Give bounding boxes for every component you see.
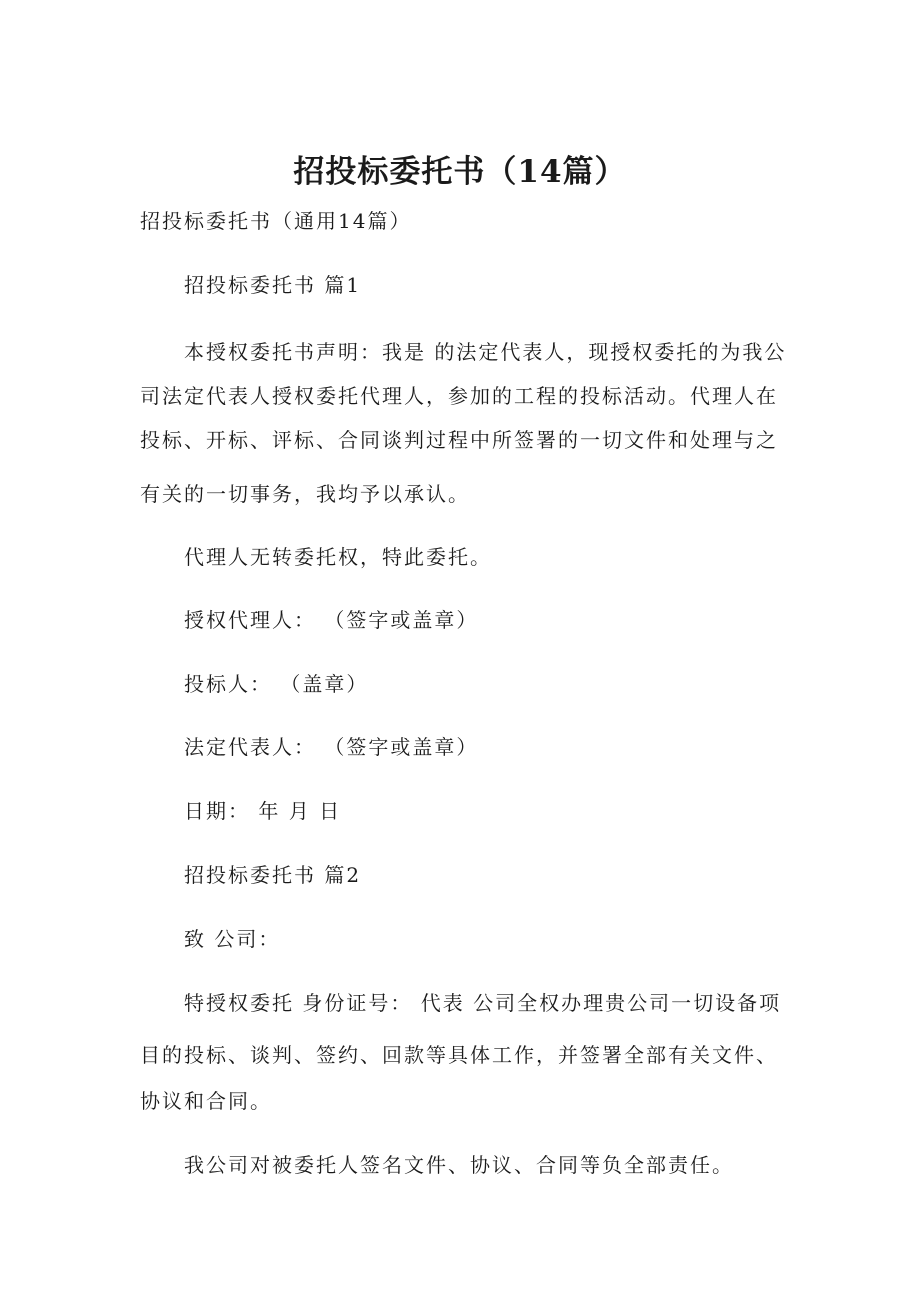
section-2-heading: 招投标委托书 篇2: [184, 863, 362, 887]
section-2-paragraph-2: 我公司对被委托人签名文件、协议、合同等负全部责任。: [184, 1153, 734, 1177]
section-1-paragraph-2: 代理人无转委托权，特此委托。: [184, 545, 492, 569]
document-title: 招投标委托书（14篇）: [293, 154, 627, 190]
salutation-line: 致 公司：: [184, 927, 281, 951]
section-2-paragraph-1-line-3: 协议和合同。: [140, 1089, 272, 1113]
section-1-heading: 招投标委托书 篇1: [184, 273, 362, 297]
section-2-paragraph-1-line-2: 目的投标、谈判、签约、回款等具体工作，并签署全部有关文件、: [140, 1043, 778, 1067]
bidder-line: 投标人： （盖章）: [184, 672, 369, 696]
section-1-paragraph-1-line-4: 有关的一切事务，我均予以承认。: [140, 482, 470, 506]
legal-representative-line: 法定代表人： （签字或盖章）: [184, 735, 479, 759]
authorized-agent-line: 授权代理人： （签字或盖章）: [184, 608, 479, 632]
section-1-paragraph-1-line-3: 投标、开标、评标、合同谈判过程中所签署的一切文件和处理与之: [140, 428, 778, 452]
section-2-paragraph-1-line-1: 特授权委托 身份证号： 代表 公司全权办理贵公司一切设备项: [184, 991, 782, 1015]
section-1-paragraph-1-line-2: 司法定代表人授权委托代理人，参加的工程的投标活动。代理人在: [140, 384, 778, 408]
section-1-paragraph-1-line-1: 本授权委托书声明：我是 的法定代表人，现授权委托的为我公: [184, 340, 787, 364]
date-line: 日期： 年 月 日: [184, 799, 342, 823]
document-subtitle: 招投标委托书（通用14篇）: [140, 209, 412, 233]
